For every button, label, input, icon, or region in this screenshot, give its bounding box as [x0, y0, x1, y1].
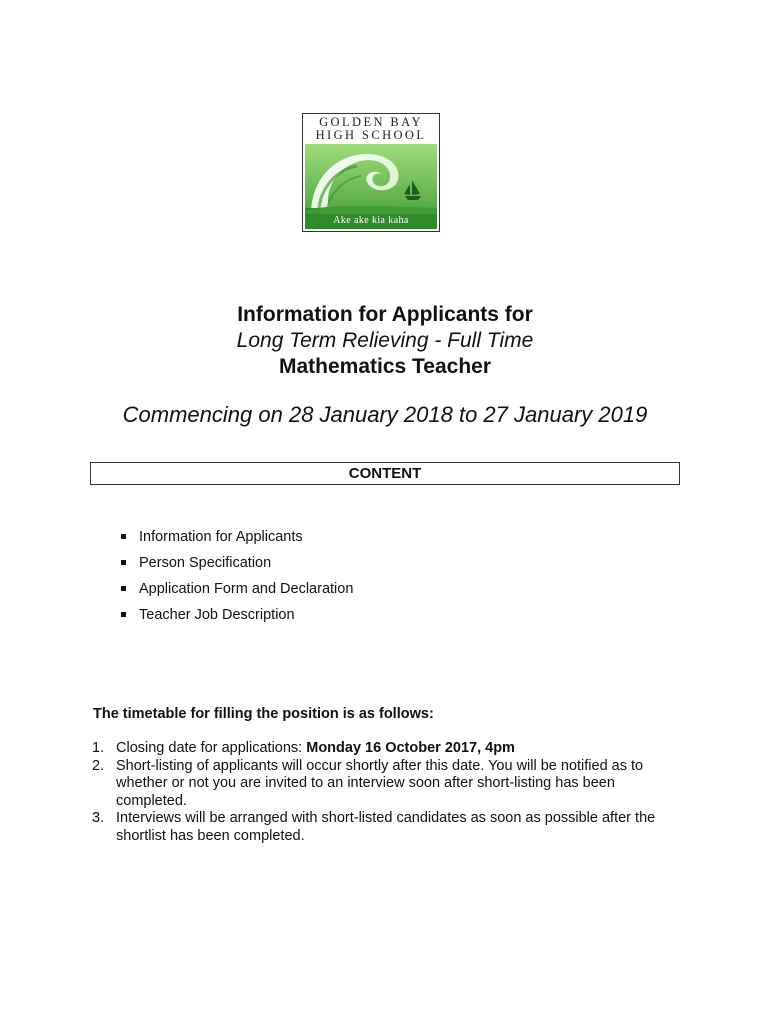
square-bullet-icon [121, 612, 126, 617]
timetable-item [92, 740, 682, 758]
list-item [121, 606, 353, 632]
logo-text-line1: GOLDEN BAY [319, 115, 423, 129]
title-line-3: Mathematics Teacher [278, 355, 492, 378]
timetable-heading: The timetable for filling the position is as follows: [93, 706, 434, 722]
list-item [121, 554, 353, 580]
list-item [121, 528, 353, 554]
title-line-2: Long Term Relieving - Full Time [236, 329, 534, 352]
logo-motto: Ake ake kia kaha [333, 215, 409, 226]
list-item-text: Person Specification [139, 555, 272, 571]
title-line-1: Information for Applicants for [237, 303, 533, 326]
item-text: Short-listing of applicants will occur shortly after this date. You will be notified as to whether or not you are invited to an interview soon after short-listing has been completed. [116, 757, 644, 809]
list-item-text: Teacher Job Description [139, 607, 295, 623]
closing-date: Monday 16 October 2017, 4pm [306, 740, 515, 756]
item-number: 1. [92, 740, 105, 756]
list-item-text: Information for Applicants [139, 529, 303, 545]
content-list [121, 528, 353, 632]
school-logo [302, 113, 440, 232]
item-text: Closing date for applications: [116, 740, 307, 756]
square-bullet-icon [121, 560, 126, 565]
item-text: Interviews will be arranged with short-listed candidates as soon as possible after the shortlist has been completed. [116, 810, 656, 844]
content-heading-box: CONTENT [90, 462, 680, 485]
timetable-item [92, 810, 682, 845]
list-item [121, 580, 353, 606]
square-bullet-icon [121, 586, 126, 591]
item-number: 2. [92, 757, 105, 774]
square-bullet-icon [121, 534, 126, 539]
item-number: 3. [92, 810, 105, 826]
list-item-text: Application Form and Declaration [139, 581, 354, 597]
commencing-dates: Commencing on 28 January 2018 to 27 January 2019 [122, 402, 648, 427]
timetable-list [92, 740, 682, 845]
document-title [0, 302, 770, 380]
timetable-item [92, 758, 682, 811]
logo-text-line2: HIGH SCHOOL [315, 128, 427, 142]
